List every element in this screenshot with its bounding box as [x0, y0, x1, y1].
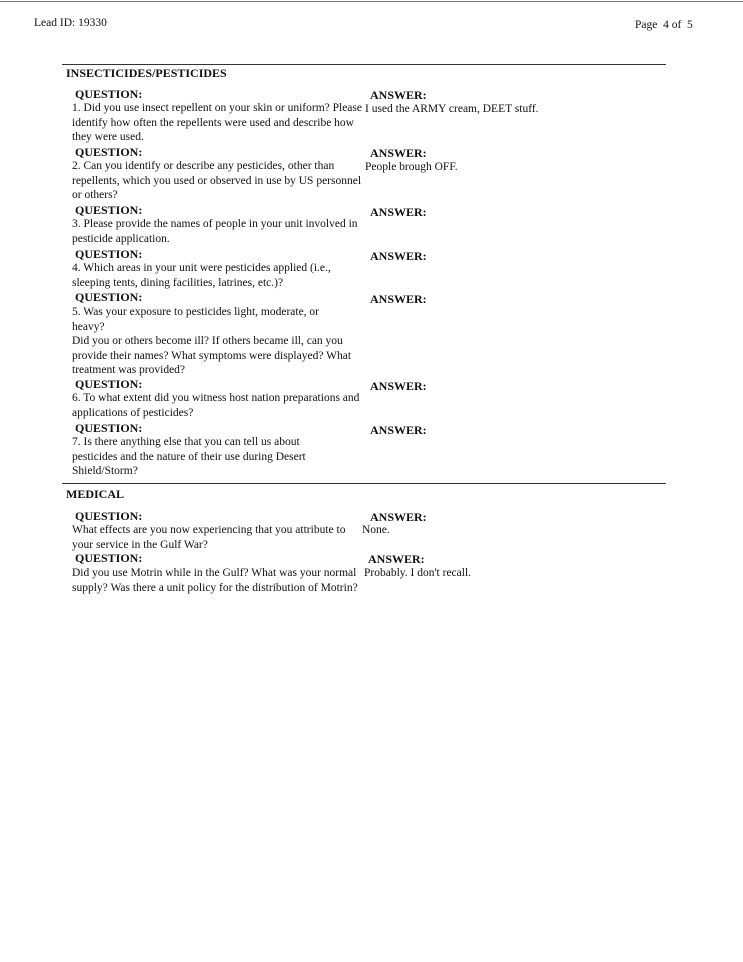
- answer-text: None.: [362, 524, 390, 536]
- question-label: QUESTION:: [75, 87, 143, 101]
- section-title-insecticides: INSECTICIDES/PESTICIDES: [66, 66, 227, 80]
- question-label: QUESTION:: [75, 247, 143, 261]
- question-label: QUESTION:: [75, 551, 143, 565]
- question-label: QUESTION:: [75, 509, 143, 523]
- question-text: 3. Please provide the names of people in your unit involved in pesticide application.: [72, 218, 358, 245]
- question-text: 5. Was your exposure to pesticides light, moderate, or heavy?: [72, 306, 320, 333]
- answer-label: ANSWER:: [370, 379, 427, 393]
- answer-label: ANSWER:: [370, 249, 427, 263]
- answer-text: Probably. I don't recall.: [364, 567, 472, 579]
- section-title-medical: MEDICAL: [66, 487, 125, 501]
- answer-label: ANSWER:: [370, 88, 427, 102]
- question-text-followup: Did you or others become ill? If others became ill, can you provide their names? What symptoms were displayed? What treatment was provided?: [72, 335, 352, 377]
- answer-label: ANSWER:: [370, 423, 427, 437]
- question-text: Did you use Motrin while in the Gulf? What was your normal supply? Was there a unit policy for the distribution of Motrin?: [72, 567, 358, 594]
- question-label: QUESTION:: [75, 421, 143, 435]
- question-label: QUESTION:: [75, 290, 143, 304]
- question-text: What effects are you now experiencing that you attribute to your service in the Gulf War?: [72, 524, 346, 551]
- answer-text: I used the ARMY cream, DEET stuff.: [365, 103, 539, 115]
- lead-id: Lead ID: 19330: [34, 17, 107, 29]
- question-label: QUESTION:: [75, 203, 143, 217]
- answer-label: ANSWER:: [368, 552, 425, 566]
- answer-text: People brough OFF.: [365, 161, 458, 173]
- question-text: 4. Which areas in your unit were pesticides applied (i.e., sleeping tents, dining facilities, latrines, etc.)?: [72, 262, 331, 289]
- question-text: 2. Can you identify or describe any pesticides, other than repellents, which you used or observed in use by US personnel or others?: [72, 160, 362, 202]
- answer-label: ANSWER:: [370, 146, 427, 160]
- question-text: 1. Did you use insect repellent on your skin or uniform? Please identify how often the repellents were used and describe how they were used.: [72, 102, 362, 144]
- section-divider: [62, 483, 666, 484]
- question-label: QUESTION:: [75, 377, 143, 391]
- question-text: 7. Is there anything else that you can tell us about pesticides and the nature of their use during Desert Shield/Storm?: [72, 436, 306, 478]
- section-divider-top: [62, 64, 666, 65]
- question-label: QUESTION:: [75, 145, 143, 159]
- answer-label: ANSWER:: [370, 292, 427, 306]
- page-number: Page 4 of 5: [635, 19, 693, 31]
- answer-label: ANSWER:: [370, 205, 427, 219]
- top-scan-edge: [0, 1, 743, 2]
- question-text: 6. To what extent did you witness host nation preparations and applications of pesticides?: [72, 392, 360, 419]
- answer-label: ANSWER:: [370, 510, 427, 524]
